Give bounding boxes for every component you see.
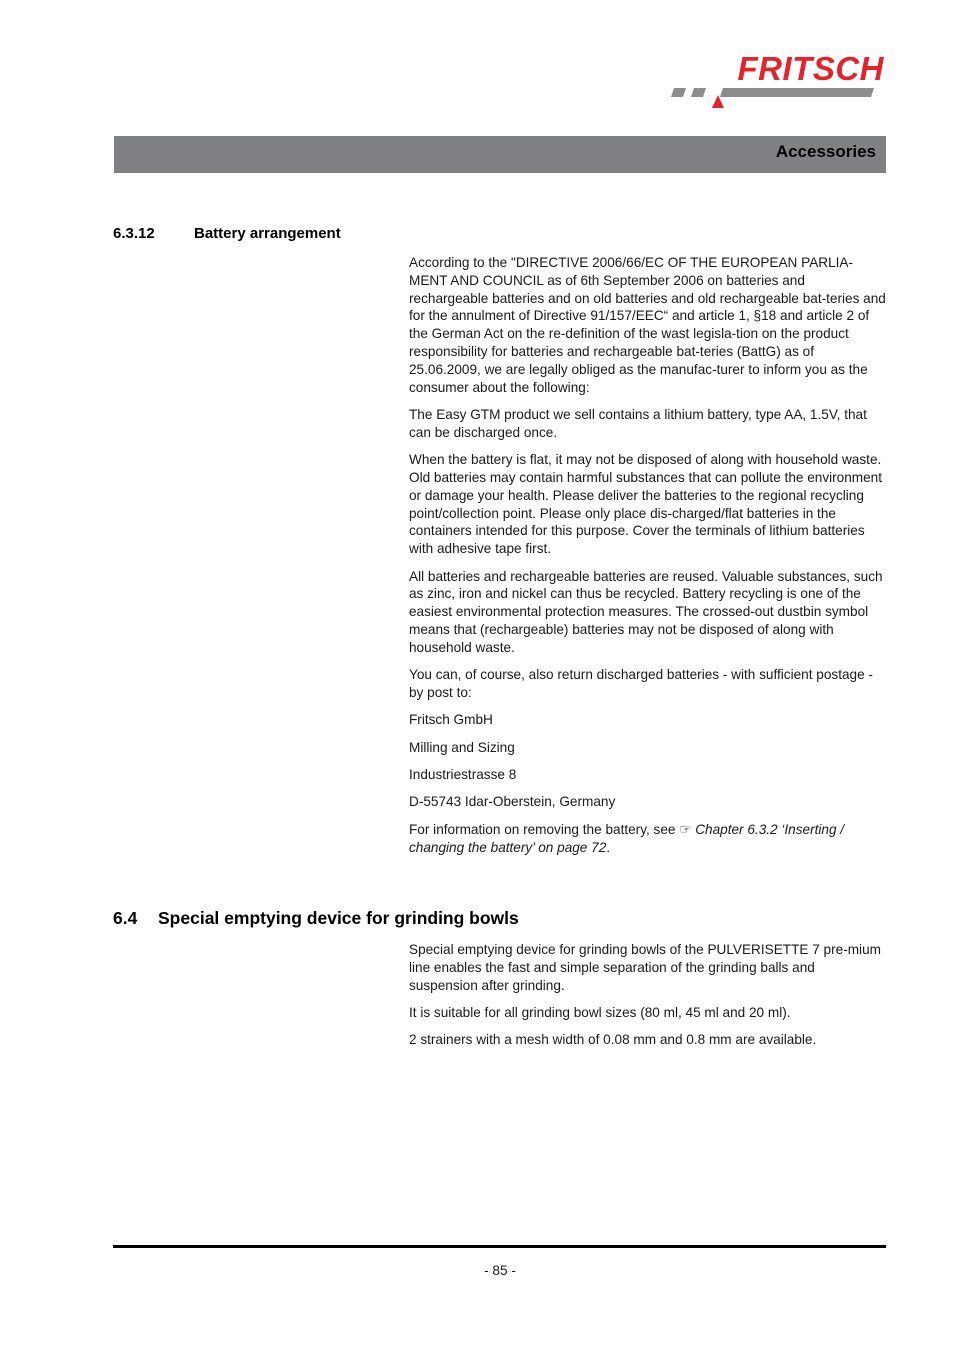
address-line: Milling and Sizing xyxy=(409,739,515,755)
fritsch-logo xyxy=(668,50,888,112)
heading-number: 6.4 xyxy=(113,908,138,928)
logo-stripes xyxy=(668,50,888,112)
chapter-link[interactable]: Chapter 6.3.2 ‘Inserting / changing the battery’ on page 72 xyxy=(409,821,845,855)
paragraph: When the battery is flat, it may not be disposed of along with household waste. Old batteries may contain harmful substances that can pollute the environment or damage your health. Please deliver the batteries to the regional recycling point/collection point. Please only place dis-charged/flat batteries in the containers intended for this purpose. Cover the terminals of lithium batteries with adhesive tape first. xyxy=(409,452,883,557)
paragraph: You can, of course, also return discharged batteries - with sufficient postage - by post to: xyxy=(409,667,873,700)
battery-arrangement-body xyxy=(409,254,887,866)
ref-prefix: For information on removing the battery, see xyxy=(409,821,680,837)
logo-wordmark: FRITSCH xyxy=(737,50,884,87)
paragraph: Special emptying device for grinding bowls of the PULVERISETTE 7 pre-mium line enables the fast and simple separation of the grinding balls and suspension after grinding. xyxy=(409,942,881,993)
heading-number: 6.3.12 xyxy=(113,225,155,242)
cross-reference xyxy=(409,821,887,857)
address-line: D-55743 Idar-Oberstein, Germany xyxy=(409,794,616,810)
emptying-device-body xyxy=(409,941,887,1059)
paragraph: It is suitable for all grinding bowl sizes (80 ml, 45 ml and 20 ml). xyxy=(409,1004,791,1020)
address-line: Fritsch GmbH xyxy=(409,712,493,728)
section-header-bar xyxy=(114,136,886,173)
heading-title: Special emptying device for grinding bowls xyxy=(158,908,519,928)
page-number: - 85 - xyxy=(484,1263,516,1278)
paragraph: 2 strainers with a mesh width of 0.08 mm and 0.8 mm are available. xyxy=(409,1032,817,1048)
paragraph: According to the "DIRECTIVE 2006/66/EC OF THE EUROPEAN PARLIA-MENT AND COUNCIL as of 6th September 2006 on batteries and rechargeable batteries and on old batteries and old rechargeable bat-teries and for the annulment of Directive 91/157/EEC“ and article 1, §18 and article 2 of the German Act on the re-definition of the wast legisla-tion on the product responsibility for batteries and rechargeable bat-teries (BattG) as of 25.06.2009, we are legally obliged as the manufac-turer to inform you as the consumer about the following: xyxy=(409,255,886,395)
heading-title: Battery arrangement xyxy=(194,225,341,242)
header-section-title: Accessories xyxy=(775,142,876,161)
pointing-hand-icon: ☞ xyxy=(679,821,692,837)
ref-suffix: . xyxy=(606,839,611,855)
heading-6-3-12 xyxy=(113,225,341,242)
heading-6-4 xyxy=(113,908,519,929)
address-line: Industriestrasse 8 xyxy=(409,767,517,783)
paragraph: All batteries and rechargeable batteries are reused. Valuable substances, such as zinc, iron and nickel can thus be recycled. Battery recycling is one of the easiest environmental protection measures. The crossed-out dustbin symbol means that (rechargeable) batteries may not be disposed of along with household waste. xyxy=(409,568,883,655)
paragraph: The Easy GTM product we sell contains a lithium battery, type AA, 1.5V, that can be discharged once. xyxy=(409,406,867,440)
footer-rule xyxy=(113,1245,886,1248)
